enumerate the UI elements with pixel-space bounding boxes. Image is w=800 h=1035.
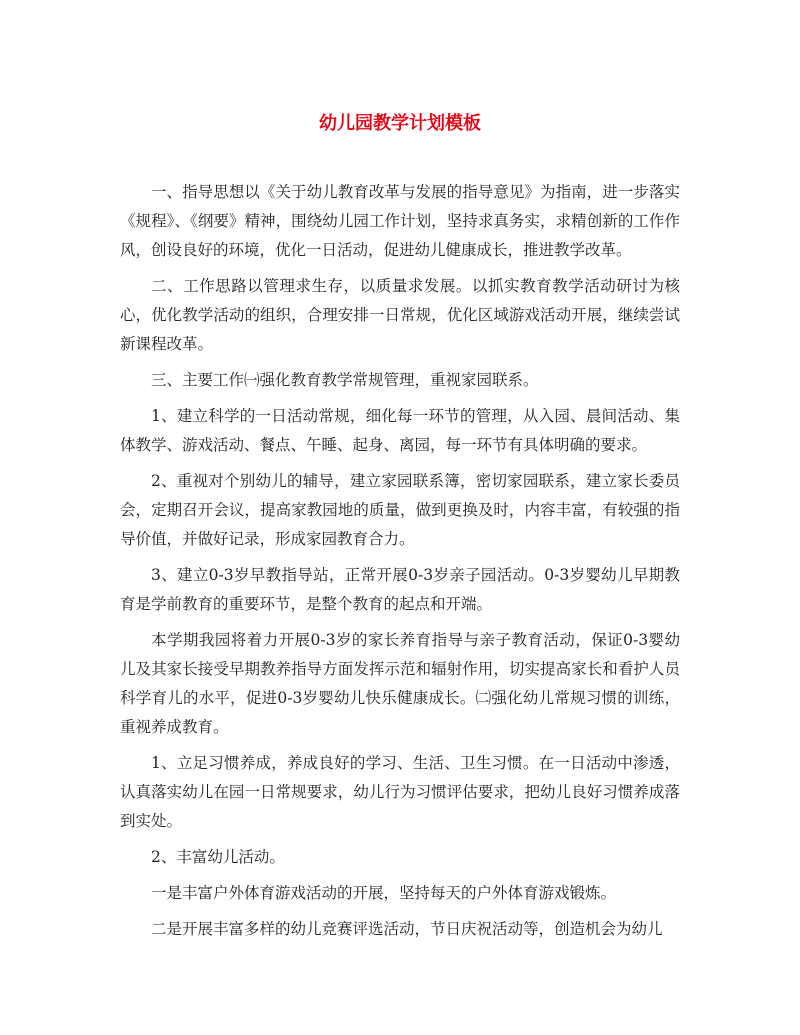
paragraph-guiding-ideology: 一、指导思想以《关于幼儿教育改革与发展的指导意见》为指南，进一步落实《规程》、《纲要》精神，围绕幼儿园工作计划，坚持求真务实，求精创新的工作作风，创设良好的环境，优化一日活动，促进幼儿健康成长，推进教学改革。 [120,183,680,259]
paragraph-early-education-station: 3、建立0-3岁早教指导站，正常开展0-3岁亲子园活动。0-3岁婴幼儿早期教育是学前教育的重要环节，是整个教育的起点和开端。 [120,566,680,613]
paragraph-habit-formation: 1、立足习惯养成，养成良好的学习、生活、卫生习惯。在一日活动中渗透，认真落实幼儿在园一日常规要求，幼儿行为习惯评估要求，把幼儿良好习惯养成落到实处。 [120,754,680,830]
paragraph-work-approach: 二、工作思路以管理求生存，以质量求发展。以抓实教育教学活动研讨为核心，优化教学活动的组织，合理安排一日常规，优化区域游戏活动开展，继续尝试新课程改革。 [120,277,680,353]
document-body [120,178,680,951]
paragraph-main-work: 三、主要工作㈠强化教育教学常规管理，重视家园联系。 [151,371,539,389]
paragraph-home-school-contact: 2、重视对个别幼儿的辅导，建立家园联系簿，密切家园联系，建立家长委员会，定期召开会议，提高家教园地的质量，做到更换及时，内容丰富，有较强的指导价值，并做好记录，形成家园教育合力。 [120,472,680,548]
paragraph-enrich-activities: 2、丰富幼儿活动。 [151,848,285,866]
paragraph-competitions: 二是开展丰富多样的幼儿竞赛评选活动，节日庆祝活动等，创造机会为幼儿 [151,920,663,938]
paragraph-daily-routine: 1、建立科学的一日活动常规，细化每一环节的管理，从入园、晨间活动、集体教学、游戏活动、餐点、午睡、起身、离园，每一环节有具体明确的要求。 [120,407,680,454]
paragraph-outdoor-games: 一是丰富户外体育游戏活动的开展，坚持每天的户外体育游戏锻炼。 [151,884,617,902]
paragraph-semester-plan: 本学期我园将着力开展0-3岁的家长养育指导与亲子教育活动，保证0-3婴幼儿及其家长接受早期教养指导方面发挥示范和辐射作用，切实提高家长和看护人员科学育儿的水平，促进0-3岁婴幼儿快乐健康成长。㈡强化幼儿常规习惯的训练，重视养成教育。 [120,631,680,736]
document-title: 幼儿园教学计划模板 [319,113,481,134]
